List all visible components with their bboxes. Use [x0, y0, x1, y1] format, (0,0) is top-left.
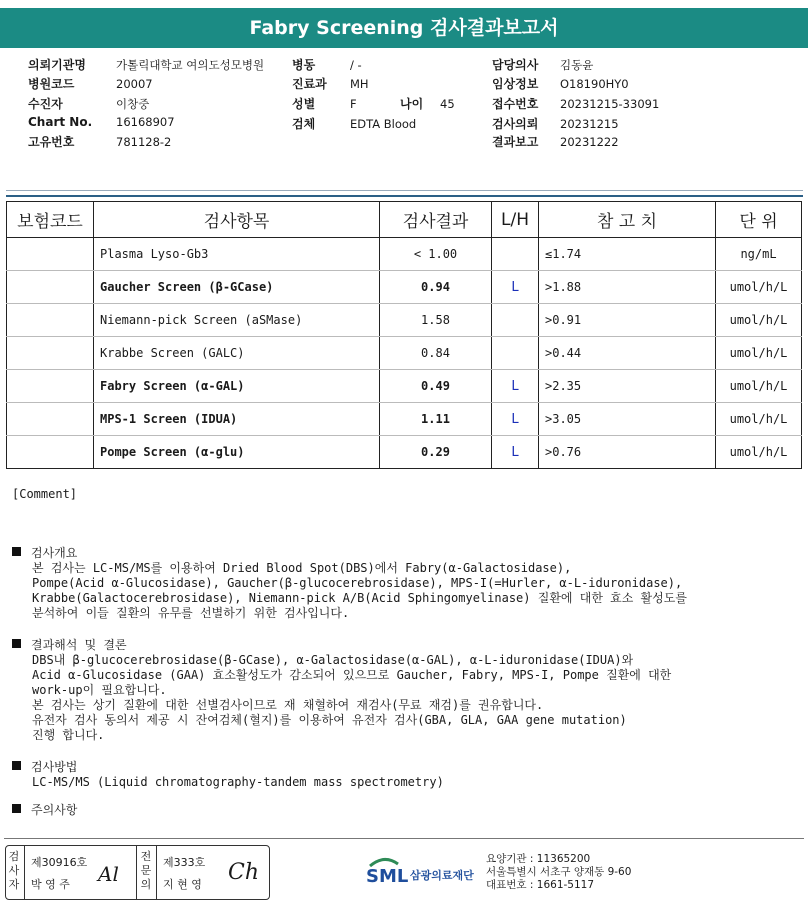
header-row-dept — [292, 75, 369, 92]
header-label: 담당의사 — [492, 58, 539, 72]
section-title: 주의사항 — [31, 803, 78, 817]
confirm-name: 지 현 영 — [163, 878, 202, 891]
ref-cell: >0.76 — [539, 436, 716, 469]
header-value: 가톨릭대학교 여의도성모병원 — [116, 58, 265, 72]
report-title: Fabry Screening 검사결과보고서 — [0, 8, 808, 48]
header-label: 진료과 — [292, 77, 327, 91]
code-cell — [7, 370, 94, 403]
table-row — [7, 370, 802, 403]
result-cell: 0.49 — [380, 370, 492, 403]
section-caution — [12, 803, 77, 818]
table-row — [7, 271, 802, 304]
header-value: 45 — [440, 97, 455, 111]
header-value: O18190HY0 — [560, 77, 629, 91]
header-value: / - — [350, 58, 362, 72]
header-row-doctor — [492, 56, 593, 73]
header-value: 김동윤 — [560, 58, 594, 72]
section-title: 검사방법 — [31, 760, 78, 774]
section-line: Krabbe(Galactocerebrosidase), Niemann-pick A/B(Acid Sphingomyelinase) 질환에 대한 효소 활성도를 — [32, 591, 687, 605]
flag-cell — [492, 304, 539, 337]
header-value: 이창중 — [116, 97, 150, 111]
result-cell: 0.84 — [380, 337, 492, 370]
result-cell: 1.58 — [380, 304, 492, 337]
header-row-1 — [28, 56, 264, 73]
section-line: Acid α-Glucosidase (GAA) 효소활성도가 감소되어 있으므로 Gaucher, Fabry, MPS-I, Pompe 질환에 대한 — [32, 668, 672, 682]
ref-cell: >1.88 — [539, 271, 716, 304]
header-row-clinical — [492, 75, 629, 92]
signature-box — [5, 845, 270, 900]
sml-logo — [364, 852, 484, 892]
confirm-label: 전문의 — [140, 850, 152, 891]
header-label: 검체 — [292, 117, 316, 131]
section-line: DBS내 β-glucocerebrosidase(β-GCase), α-Galactosidase(α-GAL), α-L-iduronidase(IDUA)와 — [32, 653, 634, 667]
section-interpretation — [12, 638, 671, 743]
item-cell: Fabry Screen (α-GAL) — [94, 370, 380, 403]
code-cell — [7, 337, 94, 370]
header-value: 16168907 — [116, 115, 175, 129]
divider — [136, 846, 137, 899]
bullet-square-icon — [12, 761, 21, 770]
header-label: 수진자 — [28, 97, 63, 111]
ref-cell: ≤1.74 — [539, 238, 716, 271]
col-header-ref: 참 고 치 — [539, 202, 716, 238]
table-row — [7, 337, 802, 370]
header-label: 성별 — [292, 97, 316, 111]
ref-cell: >0.91 — [539, 304, 716, 337]
tester-name: 박 영 주 — [31, 878, 70, 891]
unit-cell: umol/h/L — [716, 370, 802, 403]
header-value: 781128-2 — [116, 135, 172, 149]
unit-cell: ng/mL — [716, 238, 802, 271]
divider — [6, 190, 803, 191]
header-value: 20231215-33091 — [560, 97, 660, 111]
confirm-license-no: 제333호 — [163, 856, 206, 869]
footer-divider — [4, 838, 804, 839]
col-header-unit: 단 위 — [716, 202, 802, 238]
flag-cell — [492, 337, 539, 370]
flag-cell: L — [492, 370, 539, 403]
item-cell: Pompe Screen (α-glu) — [94, 436, 380, 469]
table-header-row — [7, 202, 802, 238]
divider — [24, 846, 25, 899]
code-cell — [7, 304, 94, 337]
header-value: F — [350, 97, 357, 111]
unit-cell: umol/h/L — [716, 337, 802, 370]
header-value: 20231215 — [560, 117, 619, 131]
section-line: LC-MS/MS (Liquid chromatography-tandem mass spectrometry) — [32, 775, 444, 789]
code-cell — [7, 436, 94, 469]
bullet-square-icon — [12, 804, 21, 813]
result-cell: < 1.00 — [380, 238, 492, 271]
address: 서울특별시 서초구 양재동 9-60 — [486, 866, 632, 878]
divider — [156, 846, 157, 899]
section-title: 결과해석 및 결론 — [31, 638, 127, 652]
flag-cell: L — [492, 436, 539, 469]
tester-signature: Al — [98, 862, 119, 886]
item-cell: Krabbe Screen (GALC) — [94, 337, 380, 370]
header-label: Chart No. — [28, 115, 93, 129]
unit-cell: umol/h/L — [716, 271, 802, 304]
unit-cell: umol/h/L — [716, 436, 802, 469]
flag-cell: L — [492, 403, 539, 436]
header-row-5 — [28, 133, 171, 150]
header-value: 20007 — [116, 77, 153, 91]
header-label: 병원코드 — [28, 77, 75, 91]
section-line: 진행 합니다. — [32, 728, 105, 742]
comment-label: [Comment] — [12, 487, 78, 501]
item-cell: MPS-1 Screen (IDUA) — [94, 403, 380, 436]
section-line: work-up이 필요합니다. — [32, 683, 167, 697]
section-title: 검사개요 — [31, 546, 78, 560]
header-label: 결과보고 — [492, 135, 539, 149]
result-cell: 0.94 — [380, 271, 492, 304]
code-cell — [7, 238, 94, 271]
item-cell: Plasma Lyso-Gb3 — [94, 238, 380, 271]
header-label: 임상정보 — [492, 77, 539, 91]
header-label: 나이 — [400, 97, 424, 111]
table-row — [7, 238, 802, 271]
header-row-sex — [292, 95, 357, 112]
results-table — [6, 201, 802, 469]
col-header-result: 검사결과 — [380, 202, 492, 238]
section-line: 본 검사는 상기 질환에 대한 선별검사이므로 재 채혈하여 재검사(무료 재검)를 권유합니다. — [32, 698, 544, 712]
phone: 대표번호 : 1661-5117 — [486, 879, 595, 891]
header-value: EDTA Blood — [350, 117, 417, 131]
header-label: 병동 — [292, 58, 316, 72]
table-row — [7, 436, 802, 469]
tester-license-no: 제30916호 — [31, 856, 88, 869]
result-cell: 1.11 — [380, 403, 492, 436]
header-row-2 — [28, 75, 153, 92]
item-cell: Gaucher Screen (β-GCase) — [94, 271, 380, 304]
col-header-item: 검사항목 — [94, 202, 380, 238]
header-label: 검사의뢰 — [492, 117, 539, 131]
code-cell — [7, 271, 94, 304]
flag-cell: L — [492, 271, 539, 304]
col-header-code: 보험코드 — [7, 202, 94, 238]
header-row-report — [492, 133, 619, 150]
header-label: 접수번호 — [492, 97, 539, 111]
header-row-request — [492, 115, 619, 132]
care-org-number: 요양기관 : 11365200 — [486, 853, 591, 865]
logo-text: SML — [366, 866, 409, 887]
header-label: 고유번호 — [28, 135, 75, 149]
ref-cell: >0.44 — [539, 337, 716, 370]
org-name: 삼광의료재단 — [410, 869, 474, 882]
unit-cell: umol/h/L — [716, 304, 802, 337]
table-row — [7, 403, 802, 436]
bullet-square-icon — [12, 639, 21, 648]
bullet-square-icon — [12, 547, 21, 556]
tester-label: 검사자 — [8, 850, 20, 891]
section-line: Pompe(Acid α-Glucosidase), Gaucher(β-glucocerebrosidase), MPS-I(=Hurler, α-L-iduronidase), — [32, 576, 683, 590]
org-address-block — [486, 853, 631, 892]
header-row-4 — [28, 115, 175, 129]
header-label: 의뢰기관명 — [28, 58, 86, 72]
header-row-ward — [292, 56, 362, 73]
ref-cell: >3.05 — [539, 403, 716, 436]
header-row-age — [400, 95, 455, 112]
header-row-receipt — [492, 95, 659, 112]
ref-cell: >2.35 — [539, 370, 716, 403]
section-line: 본 검사는 LC-MS/MS를 이용하여 Dried Blood Spot(DBS)에서 Fabry(α-Galactosidase), — [32, 561, 572, 575]
header-value: 20231222 — [560, 135, 619, 149]
section-method — [12, 760, 444, 790]
sml-logo-icon — [364, 852, 484, 892]
item-cell: Niemann-pick Screen (aSMase) — [94, 304, 380, 337]
code-cell — [7, 403, 94, 436]
confirm-signature: Ch — [228, 860, 260, 885]
section-line: 유전자 검사 동의서 제공 시 잔여검체(혈지)를 이용하여 유전자 검사(GBA, GLA, GAA gene mutation) — [32, 713, 627, 727]
section-overview — [12, 546, 687, 621]
header-value: MH — [350, 77, 369, 91]
header-row-specimen — [292, 115, 416, 132]
result-cell: 0.29 — [380, 436, 492, 469]
unit-cell: umol/h/L — [716, 403, 802, 436]
section-line: 분석하여 이들 질환의 유무를 선별하기 위한 검사입니다. — [32, 606, 350, 620]
divider — [6, 195, 803, 197]
col-header-flag: L/H — [492, 202, 539, 238]
table-row — [7, 304, 802, 337]
flag-cell — [492, 238, 539, 271]
header-row-3 — [28, 95, 149, 112]
